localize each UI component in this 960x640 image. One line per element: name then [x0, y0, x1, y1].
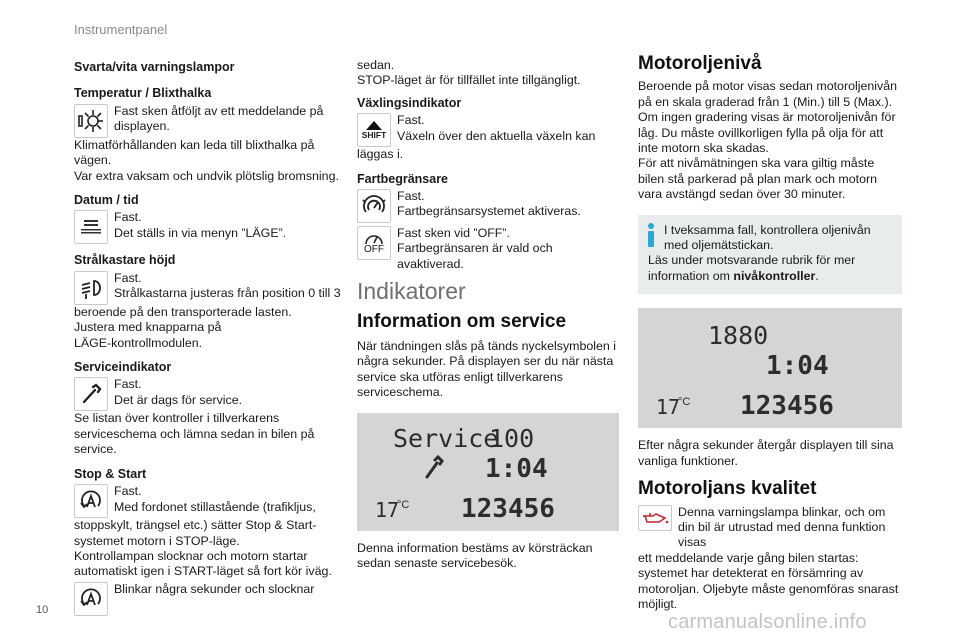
block-lead-text: Med fordonet stillastående (trafikljus,	[114, 499, 316, 514]
info-box-line-1: I tveksamma fall, kontrollera oljenivån med oljemätstickan.	[664, 222, 871, 253]
display-service-word: Service	[393, 423, 499, 453]
column-left	[74, 58, 342, 625]
block-stop-start	[74, 467, 342, 616]
column-middle	[357, 58, 619, 572]
oil-can-icon	[638, 505, 672, 531]
block-lead-text: Blinkar några sekunder och slocknar	[114, 581, 315, 596]
section-heading-bw-lamps: Svarta/vita varningslampor	[74, 60, 235, 74]
column-right	[638, 53, 902, 612]
wrench-icon	[427, 457, 442, 477]
off-label: OFF	[364, 244, 384, 256]
headlamp-level-icon	[74, 271, 108, 305]
block-lead-text: Fast sken vid ”OFF”.	[397, 226, 510, 241]
block-title: Datum / tid	[74, 193, 139, 208]
continued-text: sedan.	[357, 58, 395, 72]
display-temp: 17	[375, 497, 400, 522]
oil-quality-text: ett meddelande varje gång bilen startas: systemet har detekterat en försämring av motoroljan. Oljebyte måste genomföras snarast möjligt.	[638, 550, 899, 611]
block-service-indicator	[74, 360, 342, 458]
block-title: Serviceindikator	[74, 360, 172, 375]
section-heading-indicators: Indikatorer	[357, 278, 466, 305]
block-gear-indicator	[357, 96, 619, 163]
snowflake-warning-icon	[74, 104, 108, 138]
stop-start-icon	[74, 582, 108, 616]
block-title: Fartbegränsare	[357, 171, 449, 186]
block-lead-text: Fast sken åtföljt av ett meddelande på displayen.	[114, 103, 324, 134]
section-header: Instrumentpanel	[74, 22, 168, 37]
continued-text: STOP-läget är för tillfället inte tillgängligt.	[357, 73, 581, 88]
service-info-after-text: Denna information bestäms av körsträckan sedan senaste servicebesök.	[357, 540, 593, 571]
block-body-text: läggas i.	[357, 147, 404, 162]
clock-digits-icon	[74, 210, 108, 244]
shift-arrow-icon	[357, 113, 391, 147]
block-lead-text: Fast.	[114, 377, 142, 392]
block-lead-text: Fast.	[114, 484, 142, 499]
service-info-text: När tändningen slås på tänds nyckelsymbolen i några sekunder. På displayen ser du när nästa service ska utföras enligt tillverkarens serviceschema.	[357, 339, 616, 400]
page-number: 10	[36, 604, 49, 616]
block-title: Temperatur / Blixthalka	[74, 86, 212, 101]
shift-label: SHIFT	[361, 129, 387, 140]
oil-level-text-2: För att nivåmätningen ska vara giltig måste bilen stå parkerad på plan mark och motorn vara avstängd sedan över 30 minuter.	[638, 156, 877, 202]
block-lead-text: Fast.	[114, 210, 142, 225]
block-temperature	[74, 86, 342, 184]
block-lead-text: Fartbegränsarsystemet aktiveras.	[397, 204, 581, 219]
display-temp: 17	[656, 395, 681, 420]
block-lead-text: Fast.	[397, 113, 425, 128]
subheading-service-info: Information om service	[357, 310, 567, 332]
block-body-text: Klimatförhållanden kan leda till blixthalka på vägen.	[74, 137, 315, 168]
info-icon	[648, 223, 654, 254]
block-body-text: stoppskylt, trängsel etc.) sätter Stop & Start-systemet motorn i STOP-läge.	[74, 518, 317, 548]
info-box-link-text: nivåkontroller	[733, 268, 816, 283]
info-box-text: Läs under motsvarande rubrik för mer information om	[648, 253, 856, 283]
block-body-text: Kontrollampan slocknar och motorn startar automatiskt igen i START-läget så fort kör iväg.	[74, 548, 332, 579]
after-display-text: Efter några sekunder återgår displayen till sina vanliga funktioner.	[638, 438, 894, 468]
block-lead-text: Det är dags för service.	[114, 392, 243, 407]
block-lead-text: Fartbegränsaren är vald och avaktiverad.	[397, 241, 553, 271]
watermark: carmanualsonline.info	[668, 611, 867, 633]
block-body-text: LÄGE-kontrollmodulen.	[74, 335, 203, 350]
heading-oil-quality: Motoroljans kvalitet	[638, 478, 817, 500]
display-odometer: 123456	[740, 391, 834, 422]
display-service-km: 100	[489, 423, 535, 453]
display-km: 1880	[708, 321, 769, 351]
wrench-icon	[74, 377, 108, 411]
display-time: 1:04	[485, 453, 548, 484]
block-speed-limiter	[357, 172, 619, 273]
block-lead-text: Fast.	[397, 189, 425, 204]
oil-level-text: Beroende på motor visas sedan motoroljenivån på en skala graderad från 1 (Min.) till 5 (Max.). Om ingen gradering visas är motoroljenivån för låg. Du måste ovillkorligen fylla på olja för att inte motorn ska skadas.	[638, 79, 897, 156]
display-temp-unit: °C	[678, 396, 691, 409]
speed-limiter-off-icon	[357, 226, 391, 260]
display-odometer: 123456	[461, 493, 555, 524]
speed-limiter-icon	[357, 189, 391, 223]
heading-oil-level: Motoroljenivå	[638, 53, 762, 74]
block-body-text: Var extra vaksam och undvik plötslig bromsning.	[74, 168, 339, 183]
block-lead-text: Strålkastarna justeras från position 0 till 3	[114, 286, 341, 301]
block-body-text: Justera med knapparna på	[74, 320, 222, 335]
info-box-text: .	[815, 268, 819, 283]
block-lead-text: Fast.	[114, 270, 142, 285]
display-temp-unit: °C	[397, 498, 410, 511]
block-body-text: Se listan över kontroller i tillverkarens serviceschema och lämna sedan in bilen på service.	[74, 411, 315, 457]
block-lead-text: Växeln över den aktuella växeln kan	[397, 128, 596, 143]
info-box-line-2	[648, 253, 892, 284]
stop-start-icon	[74, 484, 108, 518]
block-title: Växlingsindikator	[357, 95, 462, 110]
block-date-time	[74, 193, 342, 244]
service-display-image	[357, 413, 619, 531]
block-title: Strålkastare höjd	[74, 253, 176, 268]
oil-quality-lead: Denna varningslampa blinkar, och om din bil är utrustad med denna funktion visas	[678, 504, 886, 550]
block-headlamp-height	[74, 253, 342, 351]
oil-level-display-image	[638, 308, 902, 428]
display-time: 1:04	[766, 351, 829, 382]
block-title: Stop & Start	[74, 466, 147, 481]
block-lead-text: Det ställs in via menyn ”LÄGE”.	[114, 225, 287, 240]
block-body-text: beroende på den transporterade lasten.	[74, 304, 292, 319]
info-box	[638, 215, 902, 295]
